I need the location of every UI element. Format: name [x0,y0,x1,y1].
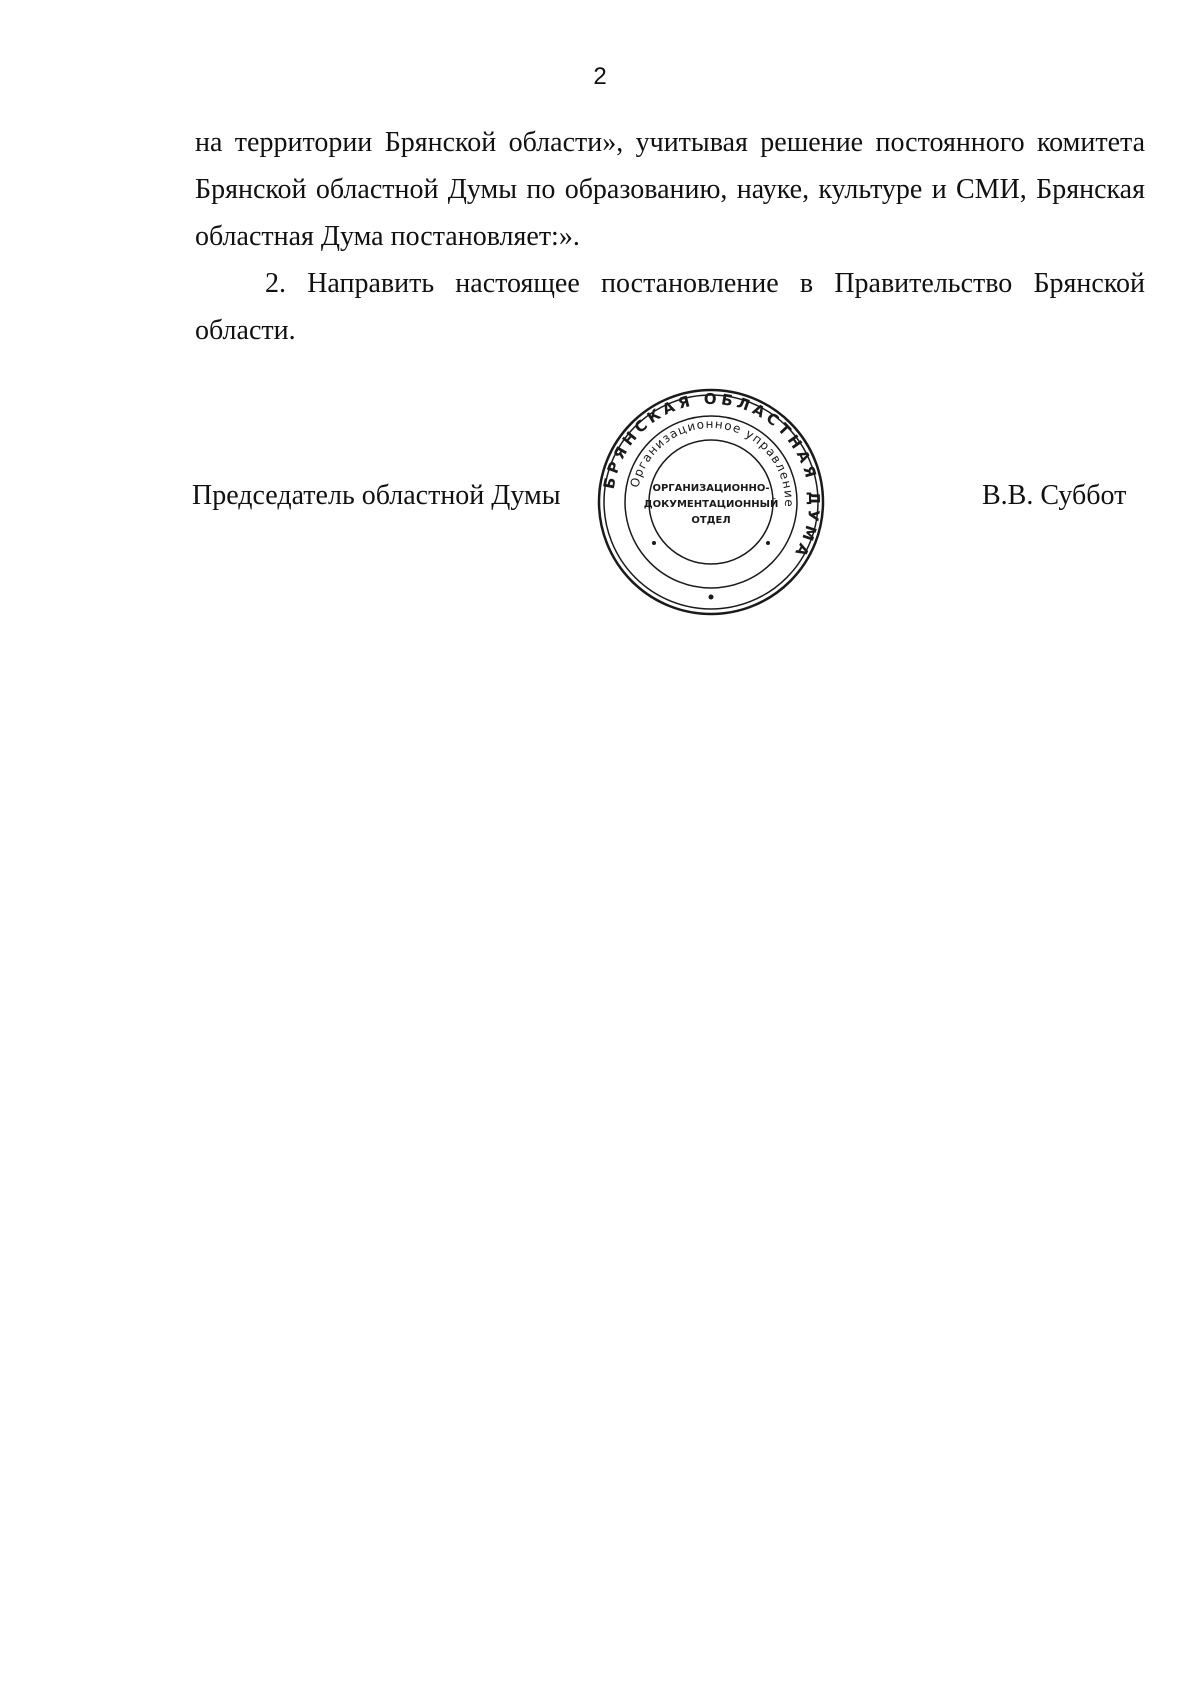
seal-inner-dot-left [652,541,656,545]
seal-star-dot [709,595,714,600]
seal-inner-dot-right [766,541,770,545]
seal-outer-text: БРЯНСКАЯ ОБЛАСТНАЯ ДУМА [599,389,824,563]
page-number: 2 [593,63,607,90]
seal-center-line-3: ОТДЕЛ [691,515,731,526]
signatory-name: В.В. Суббот [982,480,1127,511]
seal-center-line-1: ОРГАНИЗАЦИОННО- [652,483,770,494]
official-seal-stamp [596,387,826,617]
paragraph-continuation: на территории Брянской области», учитывая решение постоянного комитета Брянской областной Думы по образованию, науке, культуре и СМИ, Брянская областная Дума постановляет:». [195,127,1145,252]
seal-center-line-2: ДОКУМЕНТАЦИОННЫЙ [643,499,779,510]
document-body [195,119,1145,354]
seal-middle-text: Организационное управление [627,416,797,509]
paragraph-item-2: 2. Направить настоящее постановление в Правительство Брянской области. [195,268,1145,346]
signatory-title: Председатель областной Думы [192,480,561,511]
